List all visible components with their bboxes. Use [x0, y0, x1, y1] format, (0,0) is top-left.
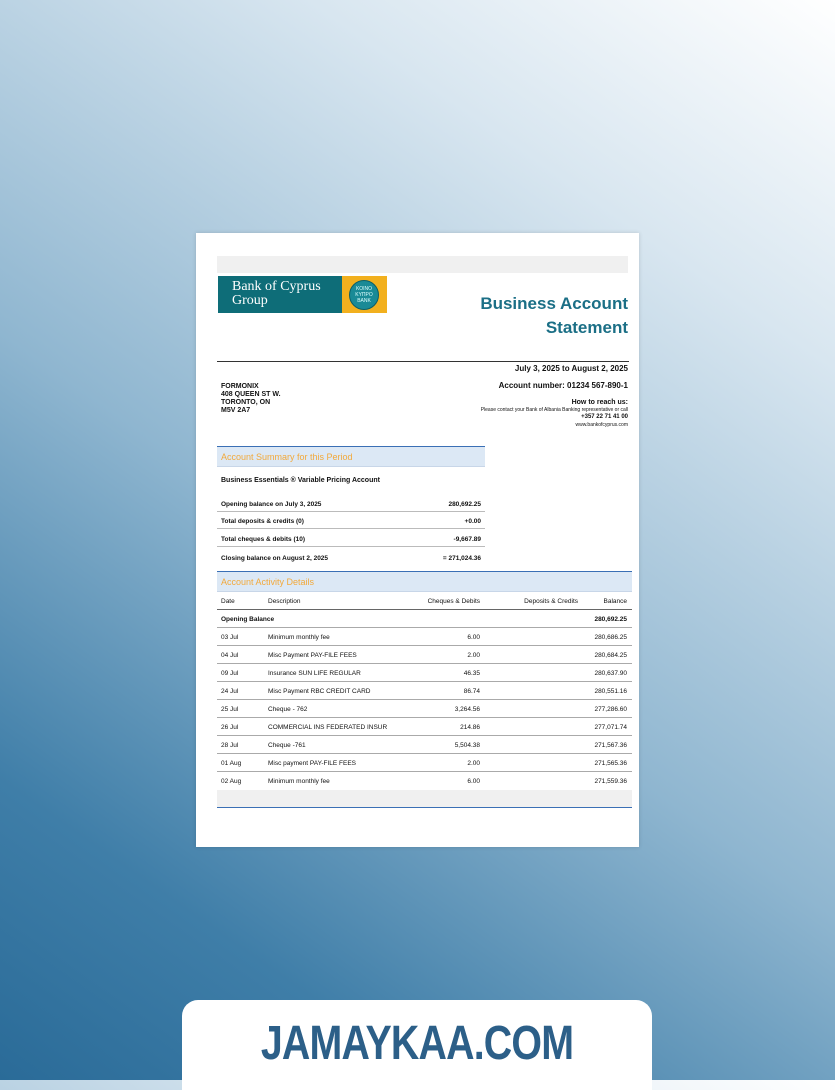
table-row: 24 Jul Misc Payment RBC CREDIT CARD 86.74 280,551.16	[217, 682, 632, 700]
opening-balance-row: Opening Balance 280,692.25	[217, 610, 632, 628]
activity-heading: Account Activity Details	[217, 571, 632, 592]
statement-document	[196, 233, 639, 847]
table-row: 01 Aug Misc payment PAY-FILE FEES 2.00 271,565.36	[217, 754, 632, 772]
table-row: 02 Aug Minimum monthly fee 6.00 271,559.36	[221, 778, 627, 785]
table-row: 04 Jul Misc Payment PAY-FILE FEES 2.00 280,684.25	[217, 646, 632, 664]
table-row: 28 Jul Cheque -761 5,504.38 271,567.36	[217, 736, 632, 754]
summary-row: Closing balance on August 2, 2025 = 271,024.36	[221, 555, 481, 562]
table-row: 26 Jul COMMERCIAL INS FEDERATED INSUR 214.86 277,071.74	[217, 718, 632, 736]
summary-heading: Account Summary for this Period	[217, 446, 485, 467]
summary-subtitle: Business Essentials ® Variable Pricing Account	[221, 477, 380, 484]
logo-text: Bank of Cyprus Group	[232, 279, 321, 308]
table-row: 03 Jul Minimum monthly fee 6.00 280,686.25	[217, 628, 632, 646]
table-row: 25 Jul Cheque - 762 3,264.56 277,286.60	[217, 700, 632, 718]
table-row: 09 Jul Insurance SUN LIFE REGULAR 46.35 280,637.90	[217, 664, 632, 682]
summary-row: Total deposits & credits (0) +0.00	[217, 512, 485, 529]
customer-address: FORMONIX 408 QUEEN ST W. TORONTO, ON M5V 2A7	[221, 383, 281, 414]
account-number: Account number: 01234 567-890-1	[498, 381, 628, 390]
header-band	[217, 256, 628, 273]
activity-table	[217, 592, 632, 790]
site-name[interactable]: JAMAYKAA.COM	[260, 1017, 574, 1070]
table-header: Date Description Cheques & Debits Deposits & Credits Balance	[217, 592, 632, 610]
site-banner	[182, 1000, 652, 1090]
logo-badge-icon: ΚΟΙΝΟ ΚΥΠΡΟ ΒΑΝΚ	[349, 280, 379, 310]
bank-logo	[218, 276, 387, 313]
statement-title: Business Account Statement	[480, 294, 628, 337]
summary-row: Opening balance on July 3, 2025 280,692.25	[217, 495, 485, 512]
footer-band	[217, 790, 632, 808]
contact-info: How to reach us: Please contact your Bank of Albania Banking representative or call +357 22 71 41 00 www.bankofcyprus.com	[480, 399, 628, 428]
divider	[217, 361, 629, 362]
summary-row: Total cheques & debits (10) -9,667.89	[217, 529, 485, 547]
statement-period: July 3, 2025 to August 2, 2025	[514, 364, 628, 373]
